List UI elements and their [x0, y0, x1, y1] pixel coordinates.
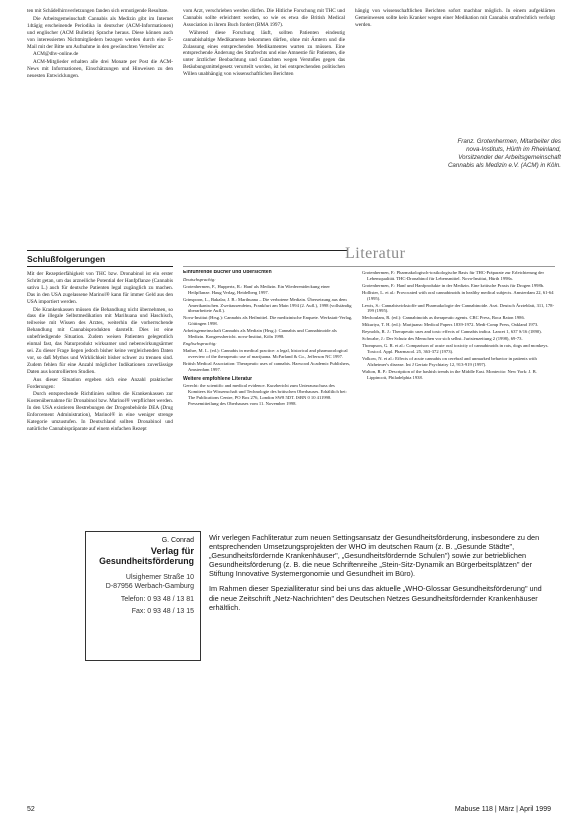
paragraph: hängig von wissenschaftlichen Berichten sofort machbar möglich. In einem aufgeklärten Gemeinwesen sollte kein Kranker wegen einer Medikation mit Cannabis strafrechtlich verfolgt werden.	[355, 8, 555, 28]
reference-entry: Hollister, L. et al.: Provocated with oral cannabinoids in healthy medical subjects. Amsterdam 22, 61-64 (1995).	[362, 289, 554, 301]
publisher-city: D-87956 Werbach-Gamburg	[105, 583, 194, 590]
paragraph: ACM-Mitglieder erhalten alle drei Monate per Post die ACM-News mit Informationen, Einschätzungen und Hinweisen zu den neuesten Entwicklungen.	[27, 59, 173, 80]
ad-paragraph: Wir verlegen Fachliteratur zum neuen Settingsansatz der Gesundheitsförderung, insbesondere zu den entsprechenden Umsetzungsprojekten der WHO im deutschen Raum (z. B. „Gesunde Städte", „Gesundheitsfördernde Krankenhäuser", „Gesundheitsfördernde Schulen") sowie zur betrieblichen Gesundheitsförderung (z. B. die neue Schriftenreihe „Stein-Sitz-Dynamik an Bürgerbeitsplätzen" der Stiftung Innovative Systemergonomie und Gesundheit im Büro).	[209, 533, 540, 579]
reference-entry: Mikuriya, T. H. (ed.): Marijuana: Medical Papers 1839-1972. Medi-Comp Press, Oakland 1973.	[362, 322, 539, 328]
author-note-line: Vorsitzender der Arbeitsgemeinschaft	[458, 154, 561, 161]
reference-entry: British Medical Association: Therapeutic uses of cannabis. Harwood Academic Publishers, Amsterdam 1997.	[183, 360, 351, 372]
conclusion-column	[27, 271, 173, 521]
reference-entry: Mathre, M. L. (ed.): Cannabis in medical practice: a legal, historical and pharmacological overview of the therapeutic use of marijuana. McFarland & Co., Jefferson NC 1997.	[183, 347, 348, 359]
publisher-ad-box	[85, 531, 201, 661]
intro-column-right	[355, 8, 555, 66]
email-address: ACM@dhv-online.de	[33, 51, 79, 58]
literature-divider	[183, 266, 555, 267]
reference-entry: Reynolds, R. J.: Therapeutic uses and toxic effects of Cannabis indica. Lancet 1, 637 S/16 (1890).	[362, 329, 542, 335]
paragraph: ten mit Schädelhirnverletzungen fanden sich ermutigende Resultate.	[27, 8, 169, 14]
reference-entry: Grotenhermen, F.: Hanf und Hanfprodukte in der Medizin. Eine kritische Praxis für Drogen 1998b.	[362, 282, 545, 288]
literature-column-left	[183, 270, 353, 525]
paragraph: Während diese Forschung läuft, sollten Patienten eindeutig cannabishaltige Medikamente bekommen dürfen, ohne mit Ämtern und die Zulassung eines entsprechenden Medikamentes warten zu müssen. Eine entsprechende Änderung des Strafrechts und eine Amnestie für Patienten, die unter ärztlicher Beobachtung und Gutachten wegen Verstoßes gegen das Betäubungsmittelgesetz verurteilt worden, ist bei entsprechenden politischen Willen unabhängig von wissenschaftlichen Berichten	[183, 29, 345, 78]
reference-entry: Volkow, N. et al.: Effects of acute cannabis on cerebral and unmarked behavior in patients with Alzheimer's disease. Int J Geriatr Psychiatry 12, 913-919 (1997).	[362, 355, 537, 367]
paragraph: Die Krankenkassen müssen die Behandlung nicht übernehmen, so dass die illegale Selbstmedikation mit Marihuana und Haschisch, teilweise mit Wissen des Arztes, weiterhin die vorherrschende Behandlung mit Cannabisprodukten darstellt. Dies ist eine unbefriedigende Situation. Zudem weisen Patienten gelegentlich einmal fast, das Naturprodukt wirksamer und nebenwirkungsärmer sei. Zu dieser Frage liegen jedoch bisher keine vergleichenden Daten vor, so daß Mythos und Wirklichkeit bisher schwer zu trennen sind. Zudem fehlen für eine Anzahl möglicher Indikationen zuverlässige Daten aus kontrollierten Studien.	[27, 306, 173, 375]
author-note-line: Franz. Grotenhermen, Mitarbeiter des	[457, 138, 561, 145]
publisher-fax: Fax: 0 93 48 / 13 15	[131, 608, 194, 615]
reference-entry: Schwabe, J.: Der Schutz des Menschen vor sich selbst. Juristenzeitung 2 (1998), 69-73.	[362, 336, 523, 342]
publisher-ad-text	[209, 533, 552, 618]
reference-entry: Arbeitsgemeinschaft Cannabis als Medizin (Hrsg.): Cannabis und Cannabinoide als Medizin. Kongressbericht. nova-Institut, Köln 1998.	[183, 328, 337, 340]
paragraph: Durch entsprechende Richtlinien sollten die Krankenkassen zur Kostenübernahme für Dronabinol bzw. Marinol® verpflichtet werden. In den USA existieren Bestrebungen der Drogenbehörde DEA (Drug Enforcement Administration), Marinol® in eine weniger strenge Kategorie umzustufen. In Deutschland sollten Dronabinol und natürliche Cannabispräparate auf einem einfachen Rezept	[27, 391, 173, 432]
intro-column-left	[27, 8, 173, 220]
reference-entry: Lewis, S.: Cannabisvirkstoffe und Pharmakologie der Cannabinoide. Arzt. Deutsch Ärzteblatt, 311, 178-199 (1995).	[362, 302, 555, 314]
paragraph: Aus dieser Situation ergeben sich eine Anzahl praktischer Forderungen:	[27, 376, 173, 390]
literature-title: Literatur	[345, 245, 406, 262]
intro-column-middle	[183, 8, 345, 248]
publisher-owner: G. Conrad	[161, 537, 194, 544]
paragraph: vom Arzt, verschrieben werden dürfen. Die Hitliche Forschung mit THC und Cannabis sollte erleichtert werden, so wie es etwa die British Medical Association in ihrem Buch fordert (BMA 1997).	[183, 8, 345, 28]
ad-paragraph: Im Rahmen dieser Spezialliteratur sind bei uns das aktuelle „WHO-Glossar Gesundheitsförderung" und die neue Zeitschrift „Netz-Nachrichten" des Deutschen Netzes Gesundheitsfördernder Krankenhäuser erhältlich.	[209, 584, 542, 612]
reference-entry: Mechoulam, R. (ed.): Cannabinoids as therapeutic agents. CRC Press, Boca Raton 1986.	[362, 315, 525, 321]
reference-entry: Grotenhermen, F.: Pharmakologisch-toxikologische Basis für THC-Präparate zur Erleichterung der Lebensqualität. THC-Dronabinol für Lebensmittel. Nova-Institut, Hürth 1998a.	[362, 270, 544, 281]
reference-heading: Weitere empfohlene Literatur	[183, 375, 253, 382]
publisher-street: Ulsighemer Straße 10	[125, 574, 194, 581]
author-note-line: Cannabis als Medizin e.V. (ACM) in Köln.	[447, 162, 561, 169]
reference-entry: Grotenhermen, F., Huppertz, R.: Hanf als Medizin. Ein Wiederentdeckung einer Heilpflanze. Haug Verlag, Heidelberg 1997.	[183, 283, 330, 295]
issue-info: Mabuse 118 | März | April 1999	[454, 806, 551, 813]
paragraph: Die Arbeitsgemeinschaft Cannabis als Medizin gibt im Internet 14tägig erscheinende Periodika in deutscher (ACM-Informationen) und englischer (ACM Bulletin) Sprache heraus. Diese können auch von interessierten Nichtmitgliedern bezogen werden durch eine E-Mail mit der Bitte um Aufnahme in den gewünschten Verteiler an:	[27, 15, 173, 50]
reference-subheading: Englischsprachig:	[183, 340, 217, 346]
paragraph: Mit der Rezeptierfähigkeit von THC bzw. Dronabinol ist ein erster Schritt getan, um das arzneiliche Potential der Hanfpflanze (Cannabis sativa L.) auch für deutsche Patienten legal zugänglich zu machen. Das in den USA zugelassene Marinol® kann für immer Geld aus den USA importiert werden.	[27, 271, 173, 305]
reference-entry: Nova-Institut (Hrsg.): Cannabis als Heilmittel. Die medizinische Enquete. Werkstatt-Verlag, Göttingen 1998.	[183, 315, 353, 327]
reference-entry: Walton, R. P.: Description of the hashish trends in the Middle East. Montecito: New York: J. B. Lippincott, Philadelphia 1938.	[362, 368, 537, 380]
reference-entry: Gerecht: the scientific and medical evidence. Kurzbericht zum Unterausschuss des Komitees für Wissenschaft und Technologie des britischen Oberhauses. Erhältlich bei: The Publications Centre, PO Box 276, London SW8 5DT. ISBN 0 10 411998. Pressemitteilung des Oberhauses vom 11. November 1998.	[183, 383, 347, 407]
publisher-name-line2: Gesundheitsförderung	[99, 556, 194, 566]
reference-subheading: Deutschsprachig:	[183, 276, 216, 282]
literature-column-right	[362, 270, 555, 525]
section-divider	[27, 250, 347, 251]
author-note-line: nova-Instituts, Hürth im Rheinland,	[466, 146, 561, 153]
author-note	[361, 138, 561, 170]
publisher-name-line1: Verlag für	[150, 545, 194, 556]
section-heading: Schlußfolgerungen	[27, 254, 106, 264]
reference-entry: Grinspoon, L., Bakalar, J. B.: Marihuana – Die verbotene Medizin. Übersetzung aus dem Amerikanischen. Zweitausendeins, Frankfurt am Main 1994 (2. Aufl.), 1998 (vollständig überarbeitete Aufl.).	[183, 296, 352, 314]
reference-entry: Thompson, G. R. et al.: Comparison of acute oral toxicity of cannabinoids in rats, dogs and monkeys. Toxicol. Appl. Pharmacol. 25, 363-372 (1973).	[362, 342, 549, 354]
section-divider	[27, 266, 173, 267]
reference-heading: Einführende Bücher und Übersichten	[183, 270, 272, 275]
publisher-phone: Telefon: 0 93 48 / 13 81	[120, 596, 194, 603]
page-number: 52	[27, 806, 35, 813]
